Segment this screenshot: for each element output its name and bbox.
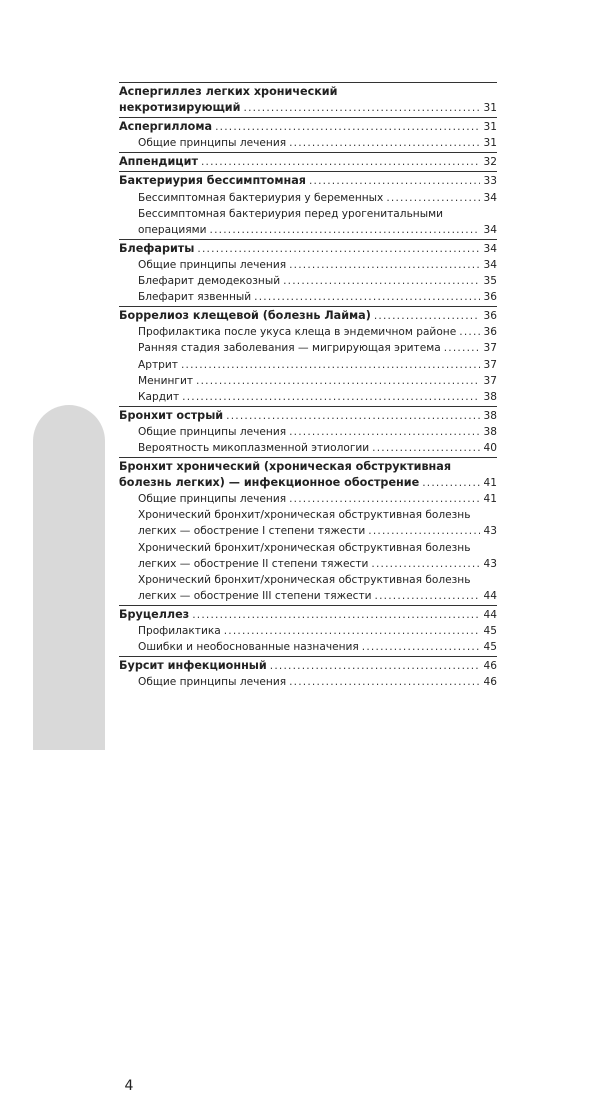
toc-subentry xyxy=(119,491,497,507)
toc-page-number: 43 xyxy=(483,525,497,538)
toc-entry-text: Бронхит хронический (хроническая обструктивная xyxy=(119,460,452,474)
dot-leader xyxy=(210,222,481,238)
toc-page-number: 41 xyxy=(483,477,497,490)
toc-entry-text: Бессимптомная бактериурия перед урогенитальными xyxy=(138,207,443,220)
toc-section xyxy=(119,117,497,151)
toc-page-number: 41 xyxy=(483,493,497,506)
dot-leader xyxy=(224,623,480,639)
toc-subentry xyxy=(119,340,497,356)
dot-leader xyxy=(422,475,480,491)
toc-page-number: 34 xyxy=(483,223,497,236)
toc-subentry xyxy=(119,324,497,340)
toc-subentry xyxy=(119,257,497,273)
toc-entry-text: Хронический бронхит/хроническая обструктивная болезнь xyxy=(138,541,471,554)
toc-subentry xyxy=(119,273,497,289)
toc-subentry xyxy=(119,674,497,690)
toc-entry-text: Хронический бронхит/хроническая обструктивная болезнь xyxy=(138,573,471,586)
toc-page-number: 33 xyxy=(483,175,497,188)
toc-heading xyxy=(119,173,497,189)
toc-heading xyxy=(119,408,497,424)
toc-entry-text: Общие принципы лечения xyxy=(138,676,287,689)
dot-leader xyxy=(192,607,480,623)
dot-leader xyxy=(196,373,480,389)
toc-subentry xyxy=(119,357,497,373)
toc-page-number: 35 xyxy=(483,275,497,288)
toc-entry-text: операциями xyxy=(138,223,207,236)
toc-entry-text: Общие принципы лечения xyxy=(138,493,287,506)
dot-leader xyxy=(254,289,480,305)
toc-page-number: 36 xyxy=(483,310,497,323)
page-number: 4 xyxy=(114,1071,144,1101)
toc-heading xyxy=(119,459,497,475)
toc-subentry xyxy=(119,623,497,639)
toc-subentry xyxy=(119,572,497,588)
table-of-contents xyxy=(119,82,497,691)
toc-section xyxy=(119,152,497,170)
toc-section xyxy=(119,171,497,237)
toc-page-number: 34 xyxy=(483,191,497,204)
toc-entry-text: Вероятность микоплазменной этиологии xyxy=(138,441,370,454)
toc-entry-text: Аспергиллез легких хронический xyxy=(119,85,338,98)
dot-leader xyxy=(289,257,480,273)
toc-entry-text: Менингит xyxy=(138,374,194,387)
toc-page-number: 44 xyxy=(483,608,497,621)
toc-subentry xyxy=(119,135,497,151)
toc-entry-text: Хронический бронхит/хроническая обструктивная болезнь xyxy=(138,509,471,522)
dot-leader xyxy=(368,523,480,539)
toc-section xyxy=(119,306,497,405)
toc-entry-text: Блефариты xyxy=(119,241,195,255)
toc-page-number: 37 xyxy=(483,342,497,355)
toc-page-number: 31 xyxy=(483,137,497,150)
toc-section xyxy=(119,605,497,655)
toc-entry-text: Артрит xyxy=(138,358,178,371)
dot-leader xyxy=(374,308,480,324)
toc-subentry xyxy=(119,222,497,238)
toc-entry-text: Блефарит язвенный xyxy=(138,291,252,304)
toc-subentry xyxy=(119,289,497,305)
toc-subentry xyxy=(119,424,497,440)
toc-heading xyxy=(119,84,497,100)
toc-entry-text: Общие принципы лечения xyxy=(138,425,287,438)
side-tab xyxy=(33,405,134,1094)
toc-entry-text: Бактериурия бессимптомная xyxy=(119,174,306,188)
toc-subentry xyxy=(119,540,497,556)
toc-entry-text: Кардит xyxy=(138,390,180,403)
toc-section xyxy=(119,656,497,690)
toc-section xyxy=(119,239,497,305)
dot-leader xyxy=(371,556,480,572)
toc-entry-text: Бессимптомная бактериурия у беременных xyxy=(138,191,384,204)
toc-heading xyxy=(119,475,497,491)
toc-page-number: 37 xyxy=(483,374,497,387)
toc-subentry xyxy=(119,639,497,655)
toc-entry-text: Бруцеллез xyxy=(119,607,190,621)
toc-entry-text: легких — обострение III степени тяжести xyxy=(138,589,372,602)
toc-entry-text: некротизирующий xyxy=(119,101,241,115)
toc-page-number: 31 xyxy=(483,102,497,115)
dot-leader xyxy=(215,119,480,135)
toc-entry-text: Блефарит демодекозный xyxy=(138,275,281,288)
toc-page-number: 36 xyxy=(483,326,497,339)
toc-subentry xyxy=(119,588,497,604)
toc-page-number: 34 xyxy=(483,242,497,255)
toc-subentry xyxy=(119,206,497,222)
toc-section xyxy=(119,406,497,456)
toc-page-number: 38 xyxy=(483,409,497,422)
toc-entry-text: болезнь легких) — инфекционное обострение xyxy=(119,476,420,490)
toc-page-number: 45 xyxy=(483,641,497,654)
toc-page-number: 46 xyxy=(483,660,497,673)
toc-subentry xyxy=(119,507,497,523)
toc-page-number: 36 xyxy=(483,291,497,304)
dot-leader xyxy=(459,324,480,340)
dot-leader xyxy=(386,190,480,206)
toc-entry-text: Ранняя стадия заболевания — мигрирующая эритема xyxy=(138,342,441,355)
toc-entry-text: Боррелиоз клещевой (болезнь Лайма) xyxy=(119,309,371,323)
toc-entry-text: Аппендицит xyxy=(119,155,198,169)
toc-subentry xyxy=(119,190,497,206)
toc-subentry xyxy=(119,373,497,389)
toc-subentry xyxy=(119,389,497,405)
toc-page-number: 38 xyxy=(483,390,497,403)
toc-section xyxy=(119,82,497,116)
dot-leader xyxy=(201,154,480,170)
dot-leader xyxy=(289,491,480,507)
toc-heading xyxy=(119,308,497,324)
toc-page-number: 46 xyxy=(483,676,497,689)
toc-entry-text: легких — обострение II степени тяжести xyxy=(138,557,369,570)
toc-subentry xyxy=(119,440,497,456)
dot-leader xyxy=(283,273,480,289)
toc-page-number: 40 xyxy=(483,441,497,454)
toc-section xyxy=(119,457,497,604)
toc-entry-text: Общие принципы лечения xyxy=(138,258,287,271)
side-section-title: Схемы лечения. Инфекции xyxy=(95,895,109,1075)
toc-page-number: 44 xyxy=(483,589,497,602)
toc-heading xyxy=(119,119,497,135)
toc-page-number: 38 xyxy=(483,425,497,438)
toc-heading xyxy=(119,658,497,674)
toc-heading xyxy=(119,607,497,623)
toc-heading xyxy=(119,154,497,170)
toc-page-number: 32 xyxy=(483,156,497,169)
toc-entry-text: легких — обострение I степени тяжести xyxy=(138,525,366,538)
dot-leader xyxy=(197,241,480,257)
dot-leader xyxy=(181,357,480,373)
dot-leader xyxy=(244,100,481,116)
toc-page-number: 37 xyxy=(483,358,497,371)
dot-leader xyxy=(289,674,480,690)
toc-entry-text: Ошибки и необоснованные назначения xyxy=(138,641,359,654)
toc-subentry xyxy=(119,556,497,572)
dot-leader xyxy=(226,408,480,424)
dot-leader xyxy=(289,135,480,151)
dot-leader xyxy=(375,588,480,604)
dot-leader xyxy=(444,340,480,356)
toc-entry-text: Профилактика после укуса клеща в эндемичном районе xyxy=(138,326,457,339)
dot-leader xyxy=(372,440,480,456)
dot-leader xyxy=(289,424,480,440)
dot-leader xyxy=(270,658,480,674)
toc-entry-text: Бронхит острый xyxy=(119,408,224,422)
toc-heading xyxy=(119,100,497,116)
dot-leader xyxy=(362,639,480,655)
toc-page-number: 43 xyxy=(483,557,497,570)
toc-entry-text: Аспергиллома xyxy=(119,120,213,134)
toc-subentry xyxy=(119,523,497,539)
toc-page-number: 34 xyxy=(483,258,497,271)
dot-leader xyxy=(182,389,480,405)
dot-leader xyxy=(309,173,480,189)
toc-entry-text: Бурсит инфекционный xyxy=(119,659,267,673)
toc-page-number: 45 xyxy=(483,625,497,637)
toc-entry-text: Общие принципы лечения xyxy=(138,137,287,150)
toc-entry-text: Профилактика xyxy=(138,625,221,637)
toc-heading xyxy=(119,241,497,257)
toc-page-number: 31 xyxy=(483,121,497,134)
